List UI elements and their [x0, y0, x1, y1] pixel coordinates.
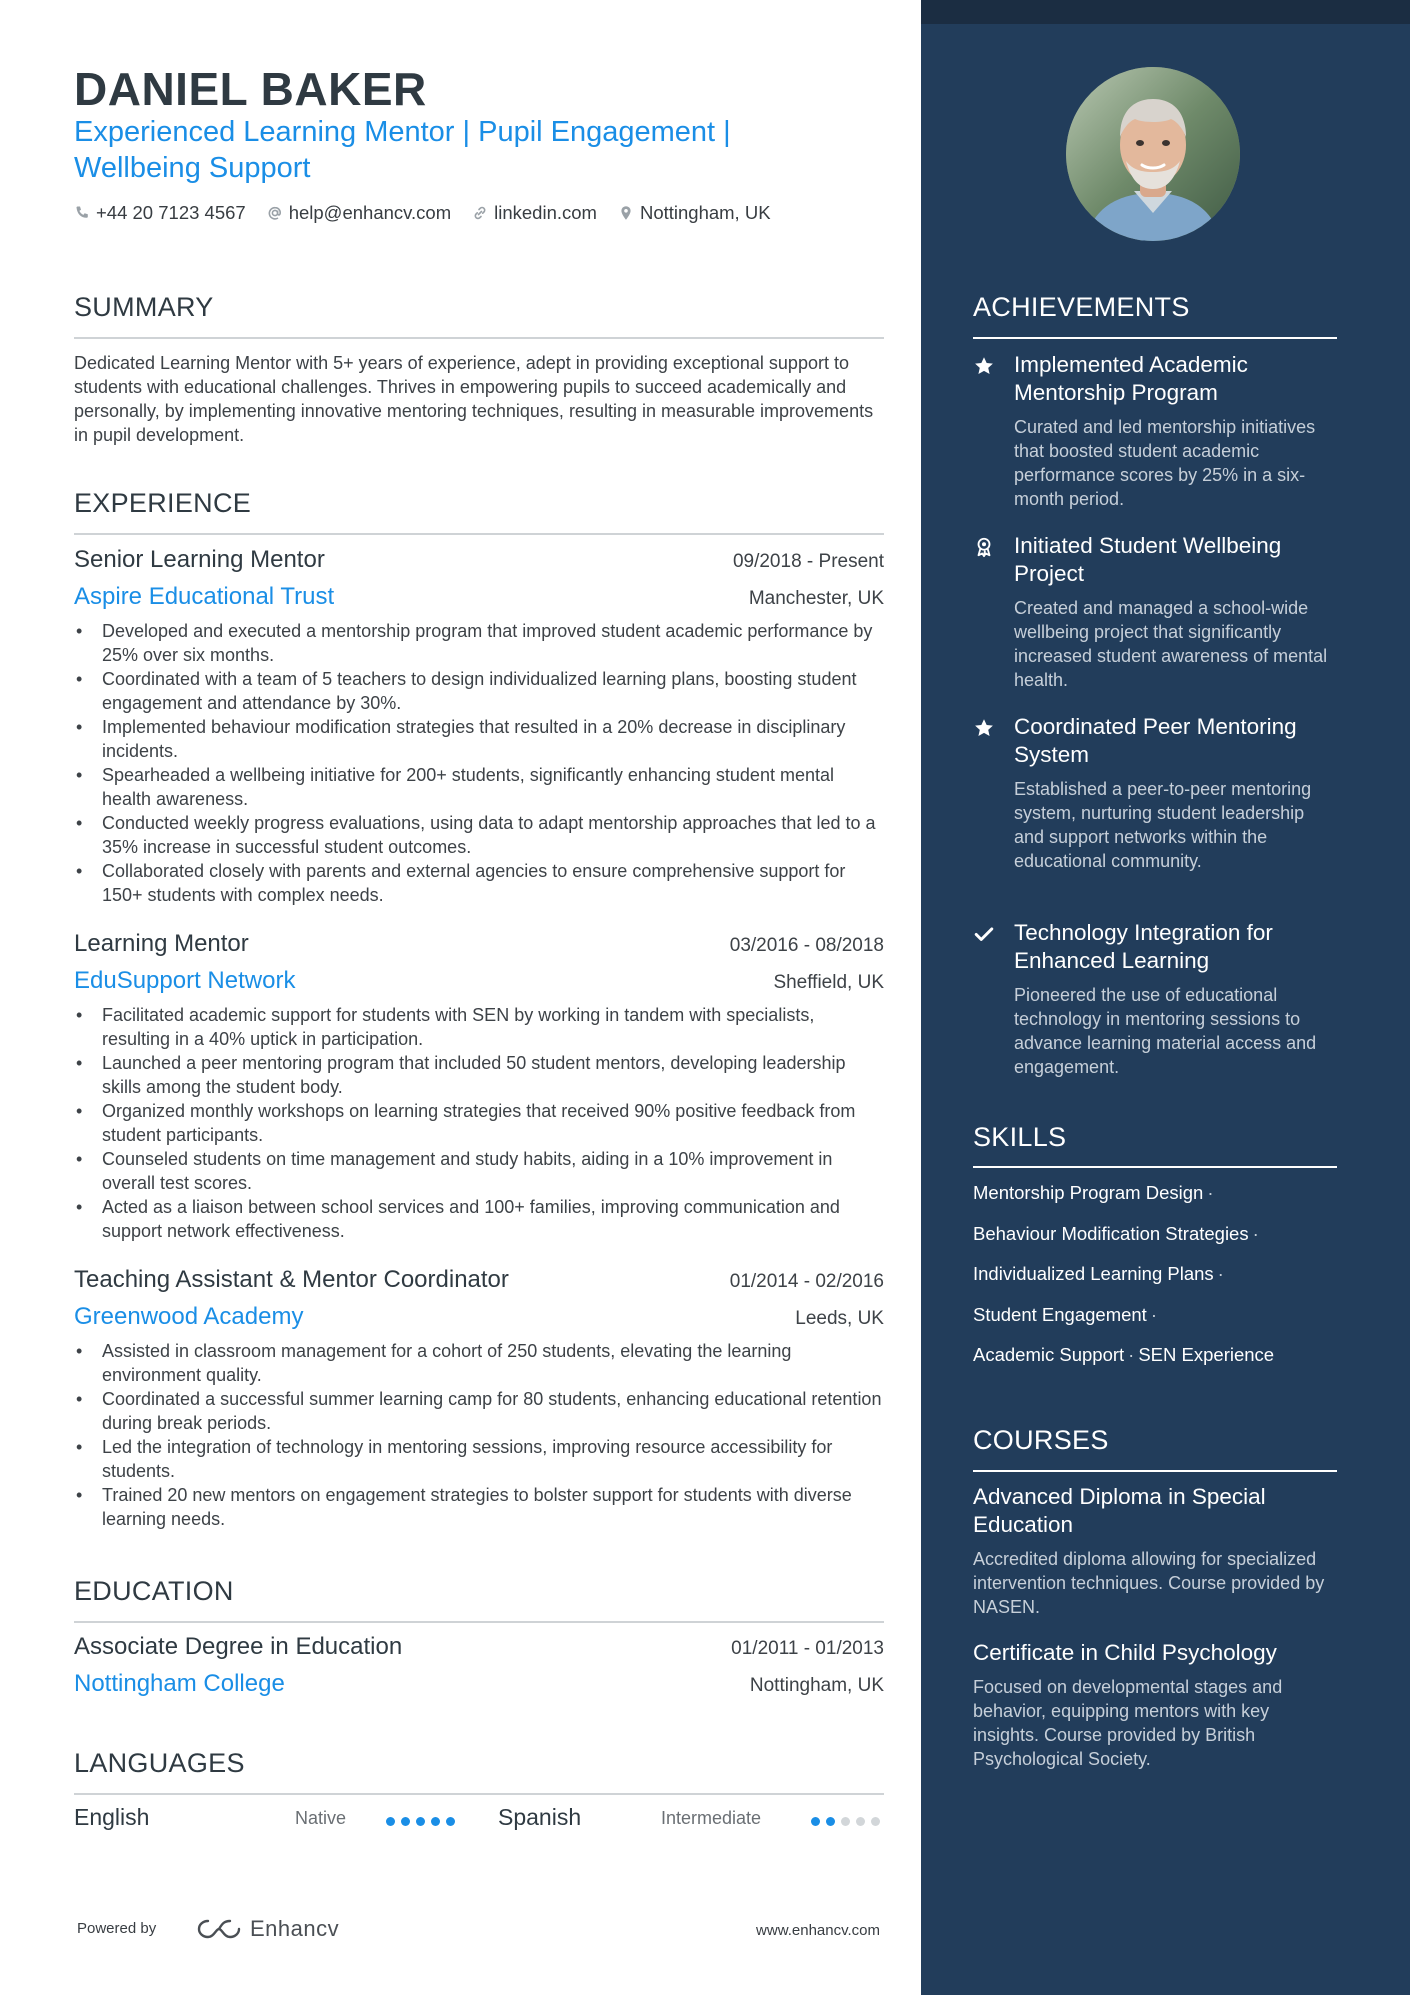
achievement-title: Coordinated Peer Mentoring System	[1014, 714, 1297, 767]
experience-heading: EXPERIENCE	[74, 488, 252, 518]
job-bullet: • Assisted in classroom management for a cohort of 250 students, elevating the learning environment quality.	[74, 1339, 884, 1387]
languages-list	[74, 1804, 884, 1834]
rating-dot-filled	[386, 1817, 395, 1826]
job-location: Leeds, UK	[795, 1308, 884, 1329]
school-name: Nottingham College	[74, 1670, 285, 1697]
job-date: 09/2018 - Present	[732, 551, 884, 572]
languages-heading: LANGUAGES	[74, 1748, 245, 1778]
achievement-description: Created and managed a school-wide wellbeing project that significantly increased student awareness of mental health.	[1014, 598, 1328, 690]
language-rating	[811, 1817, 886, 1826]
language-level: Native	[295, 1808, 347, 1828]
job-entry	[74, 546, 884, 907]
phone-icon	[74, 205, 90, 221]
skills-divider	[973, 1166, 1337, 1168]
achievement-title: Initiated Student Wellbeing Project	[1014, 533, 1282, 586]
job-location: Sheffield, UK	[773, 972, 884, 993]
enhancv-brand-text: Enhancv	[250, 1916, 340, 1941]
job-bullet: • Collaborated closely with parents and external agencies to ensure comprehensive support for 150+ students with complex needs.	[74, 859, 884, 907]
job-bullets	[74, 1339, 884, 1531]
education-divider	[74, 1621, 884, 1623]
degree-title: Associate Degree in Education	[74, 1633, 403, 1660]
rating-dot-filled	[826, 1817, 835, 1826]
education-date: 01/2011 - 01/2013	[731, 1638, 884, 1659]
skills-heading: SKILLS	[973, 1122, 1067, 1152]
achievements-heading: ACHIEVEMENTS	[973, 292, 1190, 322]
job-bullet: • Conducted weekly progress evaluations, using data to adapt mentorship approaches that led to a 35% increase in successful student outcomes.	[74, 811, 884, 859]
job-bullet: • Led the integration of technology in mentoring sessions, improving resource accessibility for students.	[74, 1435, 884, 1483]
skill-separator: ·	[1207, 1182, 1214, 1203]
job-bullet: • Trained 20 new mentors on engagement strategies to bolster support for students with diverse learning needs.	[74, 1483, 884, 1531]
summary-text: Dedicated Learning Mentor with 5+ years of experience, adept in providing exceptional support to students with educational challenges. Thrives in empowering pupils to succeed academically and personally, by implementing innovative mentoring techniques, resulting in measurable improvements in pupil development.	[74, 353, 874, 445]
enhancv-logo[interactable]	[196, 1916, 339, 1942]
job-bullet: • Implemented behaviour modification strategies that resulted in a 20% decrease in disciplinary incidents.	[74, 715, 884, 763]
rating-dot-empty	[841, 1817, 850, 1826]
rating-dot-filled	[446, 1817, 455, 1826]
location-pin-icon	[618, 205, 634, 221]
languages-divider	[74, 1793, 884, 1795]
job-bullet: • Acted as a liaison between school services and 100+ families, improving communication and support network effectiveness.	[74, 1195, 884, 1243]
footer	[74, 1916, 884, 1946]
course-item	[973, 1483, 1337, 1619]
contact-phone-text: +44 20 7123 4567	[96, 202, 246, 223]
experience-divider	[74, 533, 884, 535]
rating-dot-filled	[401, 1817, 410, 1826]
contact-linkedin-text: linkedin.com	[494, 202, 597, 223]
candidate-name: DANIEL BAKER	[74, 63, 427, 115]
skill-tag: SEN Experience	[1138, 1344, 1275, 1365]
job-bullet: • Developed and executed a mentorship program that improved student academic performance by 25% over six months.	[74, 619, 884, 667]
skill-tag: Individualized Learning Plans	[973, 1263, 1214, 1284]
skills-list	[973, 1178, 1337, 1381]
star-icon	[973, 717, 995, 739]
job-bullet: • Facilitated academic support for students with SEN by working in tandem with specialists, resulting in a 40% uptick in participation.	[74, 1003, 884, 1051]
job-date: 03/2016 - 08/2018	[729, 935, 884, 956]
skill-separator: ·	[1217, 1263, 1224, 1284]
award-ribbon-icon	[973, 536, 995, 558]
achievement-item	[973, 919, 1337, 1079]
enhancv-logo-icon	[196, 1917, 242, 1941]
contact-email[interactable]	[267, 202, 451, 224]
achievement-description: Established a peer-to-peer mentoring system, nurturing student leadership and support networks within the educational community.	[1014, 779, 1312, 871]
job-company: Greenwood Academy	[74, 1303, 304, 1330]
language-rating	[386, 1817, 461, 1826]
checkmark-icon	[973, 923, 995, 945]
achievement-item	[973, 713, 1337, 873]
job-bullet: • Organized monthly workshops on learning strategies that received 90% positive feedback from student participants.	[74, 1099, 884, 1147]
sidebar	[921, 0, 1410, 1995]
course-item	[973, 1639, 1337, 1771]
education-entry	[74, 1633, 884, 1698]
language-level: Intermediate	[661, 1808, 762, 1828]
achievement-title: Technology Integration for Enhanced Learning	[1014, 920, 1273, 973]
job-title: Teaching Assistant & Mentor Coordinator	[74, 1266, 509, 1293]
job-bullet: • Coordinated a successful summer learning camp for 80 students, enhancing educational retention during break periods.	[74, 1387, 884, 1435]
school-location: Nottingham, UK	[749, 1675, 884, 1696]
achievement-title: Implemented Academic Mentorship Program	[1014, 352, 1248, 405]
courses-divider	[973, 1470, 1337, 1472]
sidebar-top-bar	[921, 0, 1410, 24]
job-bullet: • Counseled students on time management and study habits, aiding in a 10% improvement in overall test scores.	[74, 1147, 884, 1195]
contact-linkedin[interactable]	[472, 202, 597, 224]
skill-separator: ·	[1252, 1222, 1259, 1244]
avatar	[1066, 67, 1240, 241]
job-entry	[74, 1266, 884, 1531]
skill-separator: ·	[1128, 1344, 1135, 1365]
achievement-item	[973, 351, 1337, 511]
rating-dot-empty	[871, 1817, 880, 1826]
rating-dot-filled	[811, 1817, 820, 1826]
skill-tag: Student Engagement	[973, 1303, 1147, 1325]
rating-dot-filled	[416, 1817, 425, 1826]
language-name: Spanish	[498, 1804, 582, 1830]
course-description: Focused on developmental stages and behavior, equipping mentors with key insights. Course provided by British Psychological Society.	[973, 1677, 1283, 1769]
job-date: 01/2014 - 02/2016	[729, 1271, 884, 1292]
job-bullets	[74, 619, 884, 907]
powered-by-label: Powered by	[77, 1920, 157, 1937]
job-title: Learning Mentor	[74, 930, 249, 957]
job-company: Aspire Educational Trust	[74, 583, 335, 610]
contact-bar	[74, 202, 792, 224]
link-icon	[472, 205, 488, 221]
at-icon	[267, 205, 283, 221]
job-company: EduSupport Network	[74, 967, 296, 994]
achievement-description: Pioneered the use of educational technology in mentoring sessions to advance learning material access and engagement.	[1014, 985, 1317, 1077]
job-title: Senior Learning Mentor	[74, 546, 325, 573]
skill-tag: Academic Support	[973, 1344, 1125, 1365]
course-description: Accredited diploma allowing for specialized intervention techniques. Course provided by NASEN.	[973, 1549, 1325, 1617]
job-bullet: • Coordinated with a team of 5 teachers to design individualized learning plans, boosting student engagement and attendance by 30%.	[74, 667, 884, 715]
rating-dot-filled	[431, 1817, 440, 1826]
achievement-item	[973, 532, 1337, 692]
rating-dot-empty	[856, 1817, 865, 1826]
contact-location-text: Nottingham, UK	[639, 202, 771, 223]
star-icon	[973, 355, 995, 377]
summary-divider	[74, 337, 884, 339]
course-title: Advanced Diploma in Special Education	[973, 1484, 1266, 1537]
course-title: Certificate in Child Psychology	[973, 1640, 1277, 1665]
job-bullet: • Launched a peer mentoring program that included 50 student mentors, developing leadership skills among the student body.	[74, 1051, 884, 1099]
skill-separator: ·	[1150, 1303, 1157, 1325]
achievements-divider	[973, 337, 1337, 339]
skill-tag: Behaviour Modification Strategies	[973, 1222, 1249, 1244]
courses-heading: COURSES	[973, 1425, 1109, 1455]
contact-phone[interactable]	[74, 202, 246, 224]
job-bullets	[74, 1003, 884, 1243]
skill-tag: Mentorship Program Design	[973, 1182, 1204, 1203]
language-name: English	[74, 1804, 150, 1830]
education-heading: EDUCATION	[74, 1576, 234, 1606]
contact-email-text: help@enhancv.com	[288, 202, 452, 223]
achievement-description: Curated and led mentorship initiatives that boosted student academic performance scores by 25% in a six-month period.	[1014, 417, 1316, 509]
contact-location	[618, 202, 771, 224]
profile-photo	[1066, 67, 1240, 241]
website-link[interactable]: www.enhancv.com	[756, 1922, 880, 1939]
job-location: Manchester, UK	[748, 588, 884, 609]
summary-heading: SUMMARY	[74, 292, 214, 322]
job-bullet: • Spearheaded a wellbeing initiative for 200+ students, significantly enhancing student mental health awareness.	[74, 763, 884, 811]
headline: Experienced Learning Mentor | Pupil Engagement | Wellbeing Support	[74, 116, 731, 184]
job-entry	[74, 930, 884, 1243]
